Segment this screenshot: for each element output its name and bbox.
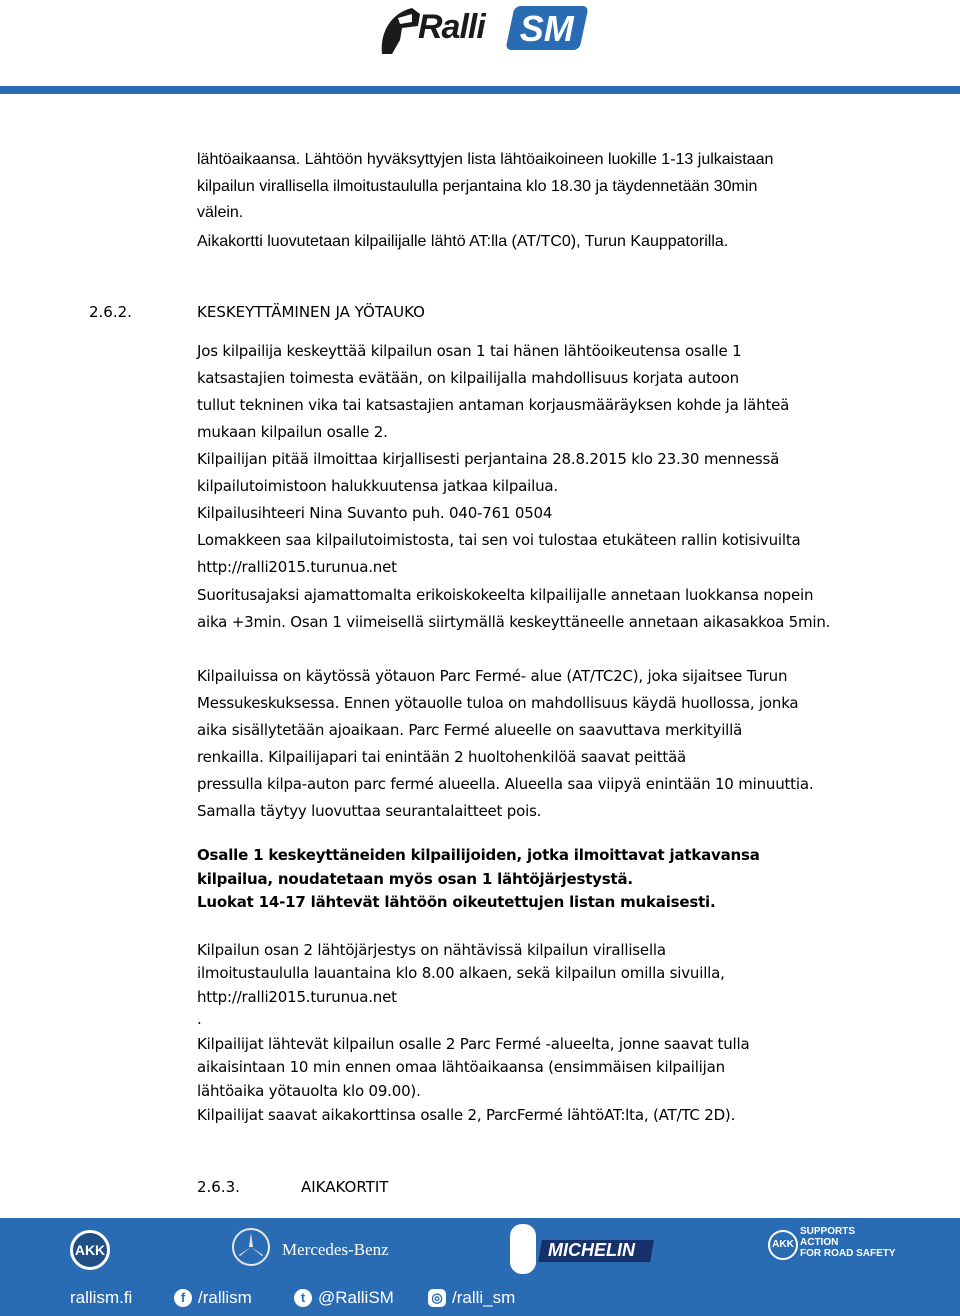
text-line: Jos kilpailija keskeyttää kilpailun osan 1 tai hänen lähtöoikeutensa osalle 1 <box>197 342 742 360</box>
text-line: aika sisällytetään ajoaikaan. Parc Fermé alueelle on saavuttava merkityillä <box>197 721 743 739</box>
helmet-icon <box>378 6 422 56</box>
text-line: . <box>197 1010 202 1028</box>
text-line: Kilpailun osan 2 lähtöjärjestys on nähtävissä kilpailun virallisella <box>197 941 666 959</box>
text-line: ilmoitustaululla lauantaina klo 8.00 alkaen, sekä kilpailun omilla sivuilla, <box>197 964 725 982</box>
section-title-text: AIKAKORTIT <box>301 1178 389 1196</box>
bold-text-line: Osalle 1 keskeyttäneiden kilpailijoiden, jotka ilmoittavat jatkavansa <box>197 846 760 864</box>
akk-logo: AKK <box>70 1230 110 1270</box>
text-line: kilpailutoimistoon halukkuutensa jatkaa kilpailua. <box>197 477 558 495</box>
section-title-text: KESKEYTTÄMINEN JA YÖTAUKO <box>197 303 425 321</box>
text-line: välein. <box>197 204 244 221</box>
page-header <box>0 0 960 94</box>
road-safety-line: FOR ROAD SAFETY <box>800 1248 896 1259</box>
text-line: aikaisintaan 10 min ennen omaa lähtöaikaansa (ensimmäisen kilpailijan <box>197 1058 725 1076</box>
text-line: Kilpailusihteeri Nina Suvanto puh. 040-761 0504 <box>197 504 553 522</box>
road-safety-line: SUPPORTS <box>800 1226 856 1237</box>
text-line: Kilpailuissa on käytössä yötauon Parc Fermé- alue (AT/TC2C), joka sijaitsee Turun <box>197 667 788 685</box>
text-line: Kilpailijat lähtevät kilpailun osalle 2 Parc Fermé -alueelta, jonne saavat tulla <box>197 1035 750 1053</box>
text-line: Messukeskuksessa. Ennen yötauolle tuloa on mahdollisuus käydä huollossa, jonka <box>197 694 799 712</box>
text-line: lähtöaikaansa. Lähtöön hyväksyttyjen lista lähtöaikoineen luokille 1-13 julkaistaan <box>197 151 774 168</box>
url-text: http://ralli2015.turunua.net <box>197 558 397 576</box>
text-line: Samalla täytyy luovuttaa seurantalaitteet pois. <box>197 802 542 820</box>
michelin-man-icon <box>510 1224 536 1274</box>
section-number: 2.6.2. <box>89 303 132 321</box>
bold-text-line: Luokat 14-17 lähtevät lähtöön oikeutettujen listan mukaisesti. <box>197 893 716 911</box>
twitter-link[interactable]: @RalliSM <box>318 1288 394 1307</box>
site-link[interactable]: rallism.fi <box>70 1288 133 1307</box>
akk-small-logo: AKK <box>768 1230 798 1260</box>
url-text: http://ralli2015.turunua.net <box>197 988 397 1006</box>
text-line: kilpailun virallisella ilmoitustaululla perjantaina klo 18.30 ja täydennetään 30min <box>197 178 758 195</box>
twitter-icon[interactable]: t <box>294 1289 312 1307</box>
text-line: pressulla kilpa-auton parc fermé alueella. Alueella saa viipyä enintään 10 minuuttia. <box>197 775 814 793</box>
logo-sm-text: SM <box>519 8 574 49</box>
text-line: renkailla. Kilpailijapari tai enintään 2 huoltohenkilöä saavat peittää <box>197 748 687 766</box>
road-safety-line: ACTION <box>800 1237 839 1248</box>
logo-sm-badge <box>505 6 588 50</box>
facebook-link[interactable]: /rallism <box>198 1288 252 1307</box>
text-line: Kilpailijan pitää ilmoittaa kirjallisesti perjantaina 28.8.2015 klo 23.30 mennessä <box>197 450 780 468</box>
text-line: aika +3min. Osan 1 viimeisellä siirtymällä keskeyttäneelle annetaan aikasakkoa 5min. <box>197 613 831 631</box>
text-line: mukaan kilpailun osalle 2. <box>197 423 388 441</box>
bold-text-line: kilpailua, noudatetaan myös osan 1 lähtöjärjestystä. <box>197 870 633 888</box>
mercedes-star-icon <box>232 1228 270 1266</box>
text-line: katsastajien toimesta evätään, on kilpailijalla mahdollisuus korjata autoon <box>197 369 739 387</box>
instagram-icon[interactable]: ◎ <box>428 1289 446 1307</box>
logo-word: Ralli <box>418 8 485 46</box>
text-line: tullut tekninen vika tai katsastajien antaman korjausmääräyksen kohde ja lähteä <box>197 396 790 414</box>
facebook-icon[interactable]: f <box>174 1289 192 1307</box>
text-line: Lomakkeen saa kilpailutoimistosta, tai sen voi tulostaa etukäteen rallin kotisivuilta <box>197 531 801 549</box>
instagram-link[interactable]: /ralli_sm <box>452 1288 516 1307</box>
mercedes-benz-logo: Mercedes-Benz <box>282 1240 389 1259</box>
road-safety-logo <box>800 1226 896 1259</box>
section-number: 2.6.3. <box>197 1178 240 1196</box>
header-bar <box>0 86 960 94</box>
text-line: Kilpailijat saavat aikakorttinsa osalle 2, ParcFermé lähtöAT:lta, (AT/TC 2D). <box>197 1106 736 1124</box>
michelin-logo: MICHELIN <box>548 1240 635 1260</box>
text-line: Aikakortti luovutetaan kilpailijalle lähtö AT:lla (AT/TC0), Turun Kauppatorilla. <box>197 233 729 250</box>
text-line: lähtöaika yötauolta klo 09.00). <box>197 1082 421 1100</box>
text-line: Suoritusajaksi ajamattomalta erikoiskokeelta kilpailijalle annetaan luokkansa nopein <box>197 586 814 604</box>
